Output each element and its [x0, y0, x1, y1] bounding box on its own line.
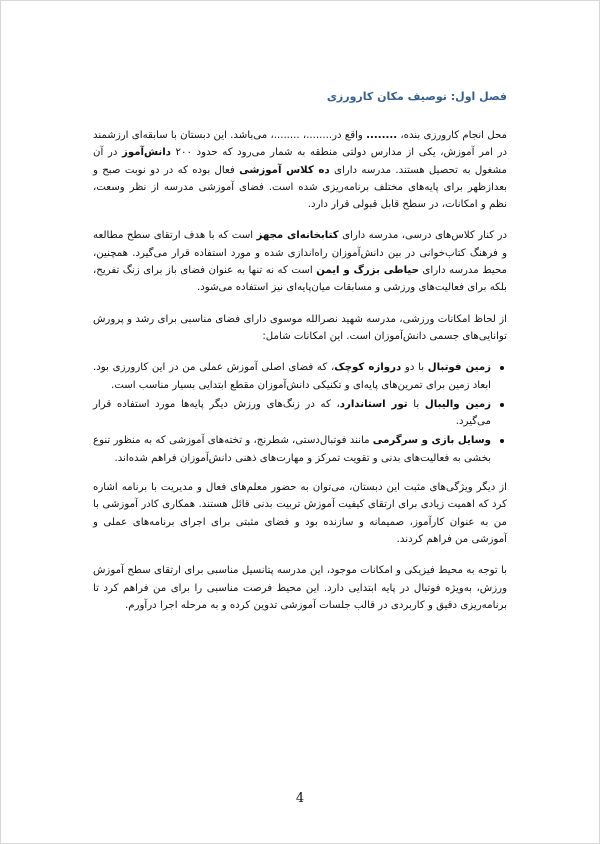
chapter-heading: فصل اول: توصیف مکان کارورزی: [326, 90, 507, 103]
text-run: با دو: [401, 362, 428, 374]
text-run: ، که در زنگ‌های ورزش دیگر پایه‌ها مورد استفاده قرار می‌گیرد.: [93, 398, 491, 428]
paragraph-conclusion: با توجه به محیط فیزیکی و امکانات موجود، این مدرسه پتانسیل مناسبی برای ارتقای سطح آموزش ورزش، به‌ویژه فوتبال در پایه ابتدایی دارد. این محیط فرصت مناسبی را برای من فراهم کرد تا برنامه‌ریزی دقیق و کاربردی در قالب جلسات آموزشی تدوین کرده و به مرحله اجرا درآورم.: [93, 565, 507, 611]
bold-run: زمین فوتبال: [427, 362, 491, 374]
bold-run: حیاطی بزرگ و ایمن: [316, 265, 419, 277]
page-content: [93, 89, 507, 628]
page-number: 4: [295, 791, 305, 806]
paragraph-location: [93, 127, 507, 213]
text-run: ، که فضای اصلی آموزش عملی من در این کارورزی بود. ابعاد زمین برای تمرین‌های پایه‌ای و تکنیکی دانش‌آموزان مقطع ابتدایی بسیار مناسب است.: [93, 362, 491, 391]
text-run: است که با هدف ارتقای سطح مطالعه و فرهنگ کتاب‌خوانی در بین دانش‌آموزان راه‌اندازی شده و مورد استفاده قرار می‌گیرد. همچنین، محیط مدرسه دارای: [93, 230, 507, 277]
text-run: با: [407, 398, 425, 410]
text-run: محل انجام کارورزی بنده،: [397, 130, 507, 141]
bold-run: وسایل بازی و سرگرمی: [372, 435, 491, 447]
bold-run: کتابخانه‌ای مجهز: [256, 230, 339, 242]
paragraph-library: [93, 227, 507, 296]
text-run: واقع در........، ........، می‌باشد. این دبستان با سابقه‌ای ارزشمند در امر آموزش، یکی از مدارس دولتی منطقه به شمار می‌رود که حدود ۲۰۰: [93, 130, 507, 159]
text-run: در کنار کلاس‌های درسی، مدرسه دارای: [338, 230, 507, 242]
text-run: است که نه تنها به عنوان فضای باز برای زنگ تفریح، بلکه برای فعالیت‌های ورزشی و مسابقات میان‌پایه‌ای نیز استفاده می‌شود.: [93, 265, 507, 294]
list-item-football: [93, 359, 491, 394]
list-item-volleyball: [93, 396, 491, 431]
bold-run: ده کلاس آموزشی: [239, 164, 330, 176]
text-run: در آن مشغول به تحصیل هستند. مدرسه دارای: [93, 147, 507, 176]
paragraph-sports-intro: [93, 311, 507, 346]
bold-run: دروازه کوچک: [334, 362, 402, 374]
facilities-list: [93, 359, 507, 467]
bold-run: زمین والیبال: [424, 398, 492, 410]
bold-run: دانش‌آموز: [121, 147, 171, 159]
bold-run: تور استاندارد: [339, 398, 408, 410]
text-run: از لحاظ امکانات ورزشی، مدرسه شهید نصرالله موسوی دارای فضای مناسبی برای رشد و پرورش توانایی‌های جسمی دانش‌آموزان است. این امکانات شامل:: [93, 313, 507, 342]
text-run: فعال بوده که در دو نوبت صبح و بعدازظهر برای پایه‌های مختلف برنامه‌ریزی شده است. فضای آموزشی مدرسه از نظر وسعت، نظم و امکانات، در سطح قابل قبولی قرار دارد.: [93, 164, 507, 211]
list-item-games: [93, 432, 491, 467]
paragraph-staff: از دیگر ویژگی‌های مثبت این دبستان، می‌توان به حضور معلم‌های فعال و مدیریت با برنامه اشاره کرد که اهمیت زیادی برای ارتقای کیفیت آموزش تربیت بدنی قائل هستند. همکاری کادر آموزشی با من به عنوان کارآموز، صمیمانه و سازنده بود و فضای مثبتی برای اجرای برنامه‌های عملی و آموزشی من فراهم کردند.: [93, 482, 507, 545]
bold-run: ........: [366, 130, 398, 141]
text-run: مانند فوتبال‌دستی، شطرنج، و تخته‌های آموزشی که به منظور تنوع بخشی به فعالیت‌های بدنی و تقویت تمرکز و مهارت‌های ذهنی دانش‌آموزان فراهم شده‌اند.: [93, 435, 491, 464]
